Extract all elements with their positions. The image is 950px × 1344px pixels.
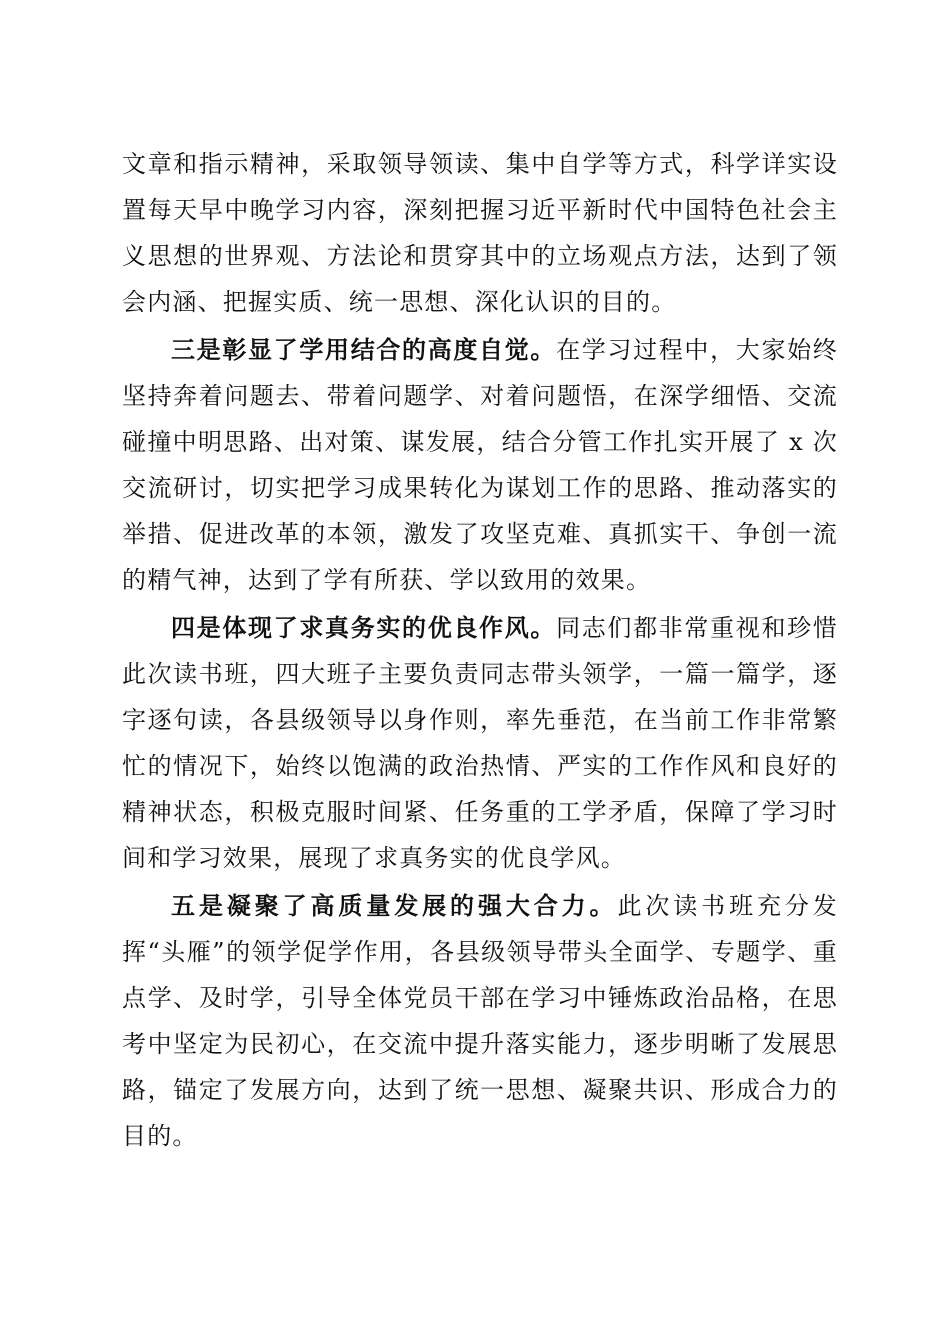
paragraph-lead: 三是彰显了学用结合的高度自觉。 bbox=[171, 335, 557, 364]
paragraph-point-five bbox=[122, 883, 838, 1159]
paragraph-text: 此次读书班充分发挥“头雁”的领学促学作用，各县级领导带头全面学、专题学、重点学、及时学，引导全体党员干部在学习中锤炼政治品格，在思考中坚定为民初心，在交流中提升落实能力，逐步明晰了发展思路，锚定了发展方向，达到了统一思想、凝聚共识、形成合力的目的。 bbox=[122, 892, 838, 1150]
paragraph-text: 同志们都非常重视和珍惜此次读书班，四大班子主要负责同志带头领学，一篇一篇学，逐字逐句读，各县级领导以身作则，率先垂范，在当前工作非常繁忙的情况下，始终以饱满的政治热情、严实的工作作风和良好的精神状态，积极克服时间紧、任务重的工学矛盾，保障了学习时间和学习效果，展现了求真务实的优良学风。 bbox=[122, 614, 838, 872]
paragraph-lead: 四是体现了求真务实的优良作风。 bbox=[171, 613, 557, 642]
paragraph-text: 文章和指示精神，采取领导领读、集中自学等方式，科学详实设置每天早中晚学习内容，深刻把握习近平新时代中国特色社会主义思想的世界观、方法论和贯穿其中的立场观点方法，达到了领会内涵、把握实质、统一思想、深化认识的目的。 bbox=[122, 150, 838, 316]
paragraph-point-three bbox=[122, 327, 838, 603]
paragraph-lead: 五是凝聚了高质量发展的强大合力。 bbox=[171, 891, 618, 920]
paragraph-point-four bbox=[122, 605, 838, 881]
paragraph-text: 在学习过程中，大家始终坚持奔着问题去、带着问题学、对着问题悟，在深学细悟、交流碰撞中明思路、出对策、谋发展，结合分管工作扎实开展了 x 次交流研讨，切实把学习成果转化为谋划工作的思路、推动落实的举措、促进改革的本领，激发了攻坚克难、真抓实干、争创一流的精气神，达到了学有所获、学以致用的效果。 bbox=[122, 336, 838, 594]
document-body bbox=[122, 141, 838, 1161]
paragraph-continuation bbox=[122, 141, 838, 325]
